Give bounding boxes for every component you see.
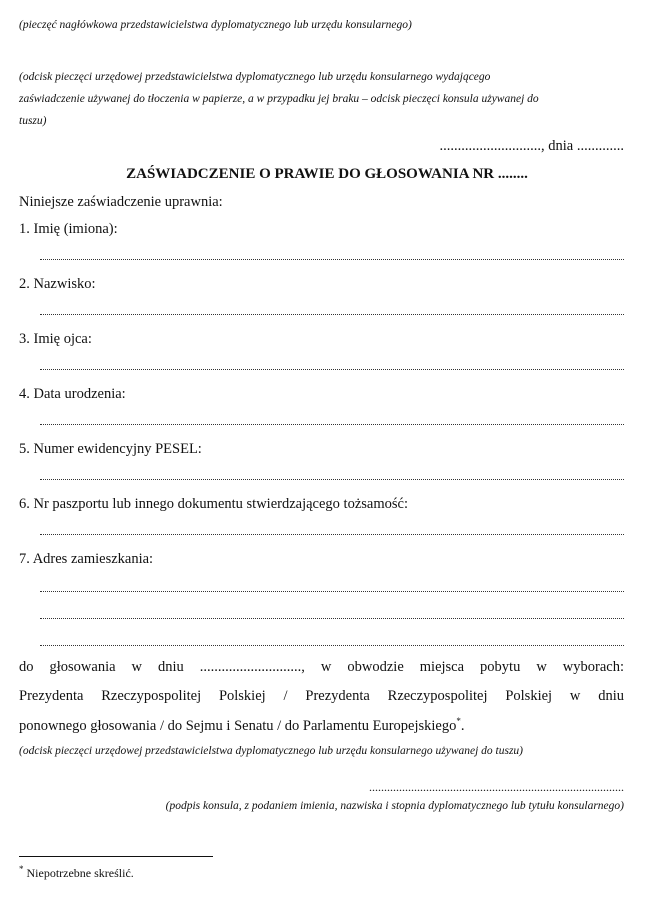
field-label-father-name: 3. Imię ojca: bbox=[19, 331, 92, 347]
field-label-address: 7. Adres zamieszkania: bbox=[19, 551, 154, 567]
field-line-first-name bbox=[40, 258, 624, 260]
field-line-surname bbox=[40, 313, 624, 315]
document-title: ZAŚWIADCZENIE O PRAWIE DO GŁOSOWANIA NR ........ bbox=[126, 166, 528, 182]
field-line-address-2 bbox=[40, 617, 624, 619]
seal-note-line-1: (odcisk pieczęci urzędowej przedstawicielstwa dyplomatycznego lub urzędu konsularnego wydającego bbox=[19, 71, 491, 83]
field-line-address-1 bbox=[40, 590, 624, 592]
field-line-father-name bbox=[40, 368, 624, 370]
footnote-ref-mark: * bbox=[456, 716, 461, 726]
signature-caption: (podpis konsula, z podaniem imienia, nazwiska i stopnia dyplomatycznego lub tytułu konsularnego) bbox=[165, 800, 624, 812]
paragraph-line-3 bbox=[19, 716, 464, 735]
field-label-id-document: 6. Nr paszportu lub innego dokumentu stwierdzającego tożsamość: bbox=[19, 496, 408, 512]
field-line-id-document bbox=[40, 533, 624, 535]
seal-ink-note: (odcisk pieczęci urzędowej przedstawicielstwa dyplomatycznego lub urzędu konsularnego używanej do tuszu) bbox=[19, 745, 524, 757]
footnote-divider bbox=[19, 856, 213, 857]
stamp-note: (pieczęć nagłówkowa przedstawicielstwa dyplomatycznego lub urzędu konsularnego) bbox=[19, 19, 412, 31]
footnote bbox=[19, 864, 134, 881]
field-line-address-3 bbox=[40, 644, 624, 646]
intro-text: Niniejsze zaświadczenie uprawnia: bbox=[19, 194, 223, 210]
paragraph-line-1: do głosowania w dniu ............................, w obwodzie miejsca pobytu w wyborach: bbox=[19, 659, 624, 675]
field-line-pesel bbox=[40, 478, 624, 480]
signature-line: ..................................................................................... bbox=[369, 780, 624, 794]
field-line-birth-date bbox=[40, 423, 624, 425]
seal-note-line-3: tuszu) bbox=[19, 115, 47, 127]
field-label-first-name: 1. Imię (imiona): bbox=[19, 221, 118, 237]
field-label-pesel: 5. Numer ewidencyjny PESEL: bbox=[19, 441, 202, 457]
place-date-line: ............................, dnia ............. bbox=[439, 138, 624, 154]
field-label-surname: 2. Nazwisko: bbox=[19, 276, 96, 292]
footnote-text: Niepotrzebne skreślić. bbox=[23, 866, 134, 880]
paragraph-line-3-end: . bbox=[460, 717, 465, 734]
seal-note-line-2: zaświadczenie używanej do tłoczenia w papierze, a w przypadku jej braku – odcisk pieczęci konsula używanej do bbox=[19, 93, 539, 105]
field-label-birth-date: 4. Data urodzenia: bbox=[19, 386, 126, 402]
paragraph-line-2: Prezydenta Rzeczypospolitej Polskiej / Prezydenta Rzeczypospolitej Polskiej w dniu bbox=[19, 688, 624, 704]
footnote-mark: * bbox=[19, 864, 24, 874]
paragraph-line-3-text: ponownego głosowania / do Sejmu i Senatu / do Parlamentu Europejskiego bbox=[19, 717, 457, 734]
